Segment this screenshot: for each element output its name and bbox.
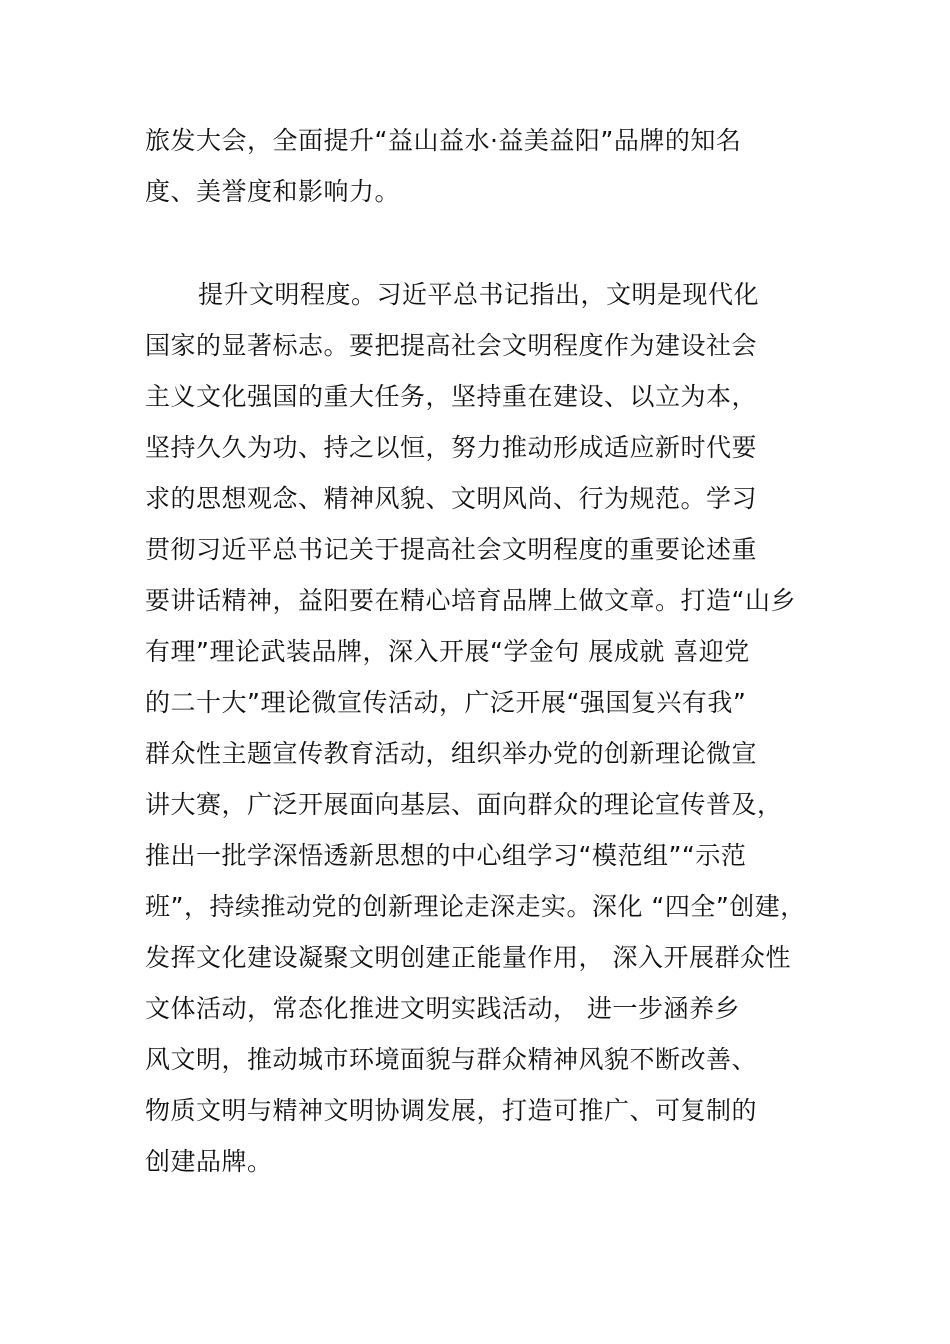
text-line: 发挥文化建设凝聚文明创建正能量作用， 深入开展群众性 (145, 943, 791, 972)
text-line: 坚持久久为功、持之以恒，努力推动形成适应新时代要 (145, 433, 758, 462)
text-line: 班”，持续推动党的创新理论走深走实。深化 “四全”创建， (145, 892, 806, 921)
text-line: 旅发大会，全面提升“益山益水·益美益阳”品牌的知名 (145, 126, 742, 155)
text-line: 风文明，推动城市环境面貌与群众精神风貌不断改善、 (145, 1045, 758, 1074)
text-line: 有理”理论武装品牌，深入开展“学金句 展成就 喜迎党 (145, 637, 750, 666)
text-line: 贯彻习近平总书记关于提高社会文明程度的重要论述重 (145, 535, 758, 564)
text-line: 物质文明与精神文明协调发展，打造可推广、可复制的 (145, 1096, 758, 1125)
text-line: 提升文明程度。习近平总书记指出，文明是现代化 (198, 280, 760, 309)
text-line: 度、美誉度和影响力。 (145, 177, 401, 206)
text-line: 求的思想观念、精神风貌、文明风尚、行为规范。学习 (145, 484, 758, 513)
text-line: 推出一批学深悟透新思想的中心组学习“模范组”“示范 (145, 841, 747, 870)
text-line: 主义文化强国的重大任务，坚持重在建设、以立为本， (145, 382, 758, 411)
text-line: 文体活动，常态化推进文明实践活动， 进一步涵养乡 (145, 994, 740, 1023)
text-line: 创建品牌。 (145, 1147, 273, 1176)
text-line: 的二十大”理论微宣传活动，广泛开展“强国复兴有我” (145, 688, 747, 717)
text-line: 群众性主题宣传教育活动，组织举办党的创新理论微宣 (145, 739, 758, 768)
text-line: 讲大赛，广泛开展面向基层、面向群众的理论宣传普及， (145, 790, 783, 819)
text-line: 国家的显著标志。要把提高社会文明程度作为建设社会 (145, 331, 758, 360)
text-line: 要讲话精神，益阳要在精心培育品牌上做文章。打造“山乡 (145, 586, 796, 615)
